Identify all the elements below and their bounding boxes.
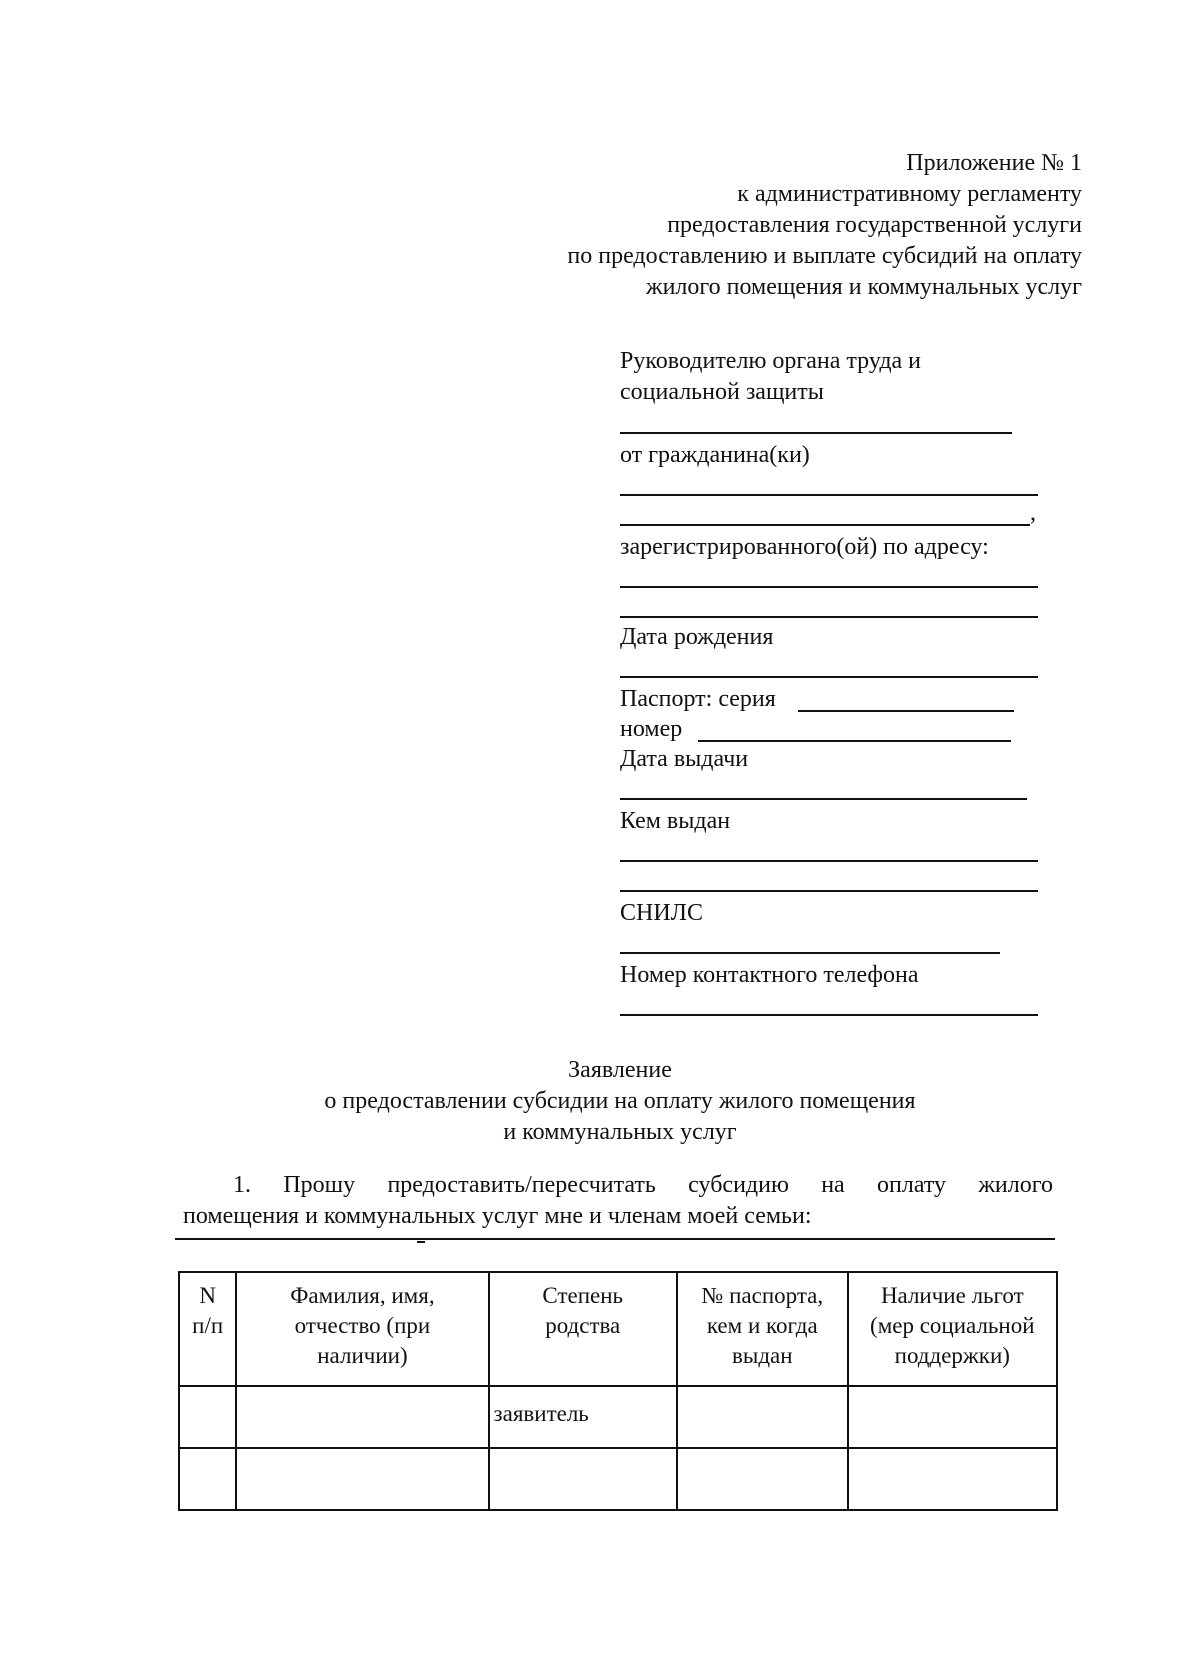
table-row	[179, 1448, 1057, 1510]
table-header-row	[179, 1272, 1057, 1386]
birth-date-fill-line[interactable]	[620, 676, 1038, 678]
table-row	[179, 1386, 1057, 1448]
from-citizen-label: от гражданина(ки)	[620, 442, 810, 468]
comma-mark: ,	[1030, 500, 1036, 526]
header-text: № паспорта, кем и когда выдан	[701, 1283, 824, 1368]
cell-full-name[interactable]	[236, 1386, 488, 1448]
paragraph-line-1: 1. Прошу предоставить/пересчитать субсидию на оплату жилого	[233, 1172, 1053, 1198]
address-fill-line-2[interactable]	[620, 616, 1038, 618]
addressee-line-1: Руководителю органа труда и	[620, 348, 922, 374]
snils-label: СНИЛС	[620, 900, 703, 926]
family-fill-line[interactable]	[175, 1238, 1055, 1240]
phone-fill-line[interactable]	[620, 1014, 1038, 1016]
title-main: Заявление	[568, 1057, 672, 1083]
appendix-line: предоставления государственной услуги	[667, 212, 1082, 238]
cell-full-name[interactable]	[236, 1448, 488, 1510]
issue-date-fill-line[interactable]	[620, 798, 1027, 800]
appendix-title: Приложение № 1	[906, 150, 1082, 176]
title-subline: и коммунальных услуг	[503, 1119, 737, 1145]
cell-benefits[interactable]	[848, 1386, 1057, 1448]
appendix-line: по предоставлению и выплате субсидий на оплату	[567, 243, 1082, 269]
cell-passport[interactable]	[677, 1448, 848, 1510]
paragraph-line-2: помещения и коммунальных услуг мне и членам моей семьи:	[183, 1203, 812, 1229]
cell-passport[interactable]	[677, 1386, 848, 1448]
birth-date-label: Дата рождения	[620, 624, 774, 650]
issued-by-label: Кем выдан	[620, 808, 731, 834]
cell-number[interactable]	[179, 1448, 236, 1510]
header-text: N п/п	[192, 1283, 224, 1338]
address-fill-line[interactable]	[620, 586, 1038, 588]
application-title	[150, 1055, 1090, 1148]
header-full-name	[236, 1272, 488, 1386]
cell-relationship[interactable]	[489, 1448, 677, 1510]
passport-number-label: номер	[620, 716, 683, 742]
appendix-line: к административному регламенту	[737, 181, 1082, 207]
title-subline: о предоставлении субсидии на оплату жилого помещения	[324, 1088, 916, 1114]
passport-series-fill-line[interactable]	[798, 710, 1014, 712]
header-passport	[677, 1272, 848, 1386]
appendix-header	[442, 148, 1082, 303]
issued-by-fill-line-2[interactable]	[620, 890, 1038, 892]
header-text: Наличие льгот (мер социальной поддержки)	[870, 1283, 1035, 1368]
citizen-name-fill-line[interactable]	[620, 494, 1038, 496]
passport-number-fill-line[interactable]	[698, 740, 1011, 742]
header-relationship	[489, 1272, 677, 1386]
cell-relationship[interactable]: заявитель	[489, 1386, 677, 1448]
header-text: Фамилия, имя, отчество (при наличии)	[290, 1283, 435, 1368]
cell-number[interactable]	[179, 1386, 236, 1448]
addressee-fill-line[interactable]	[620, 432, 1012, 434]
request-paragraph	[183, 1170, 1053, 1232]
cell-benefits[interactable]	[848, 1448, 1057, 1510]
phone-label: Номер контактного телефона	[620, 962, 919, 988]
appendix-line: жилого помещения и коммунальных услуг	[645, 274, 1082, 300]
addressee-line-2: социальной защиты	[620, 379, 824, 405]
header-benefits	[848, 1272, 1057, 1386]
citizen-name-fill-line-2[interactable]	[620, 524, 1030, 526]
header-number	[179, 1272, 236, 1386]
snils-fill-line[interactable]	[620, 952, 1000, 954]
underline-tick	[417, 1241, 425, 1243]
header-text: Степень родства	[542, 1283, 624, 1338]
issued-by-fill-line[interactable]	[620, 860, 1038, 862]
issue-date-label: Дата выдачи	[620, 746, 749, 772]
family-members-table	[178, 1271, 1058, 1511]
registered-address-label: зарегистрированного(ой) по адресу:	[620, 534, 989, 560]
passport-series-label: Паспорт: серия	[620, 686, 776, 712]
